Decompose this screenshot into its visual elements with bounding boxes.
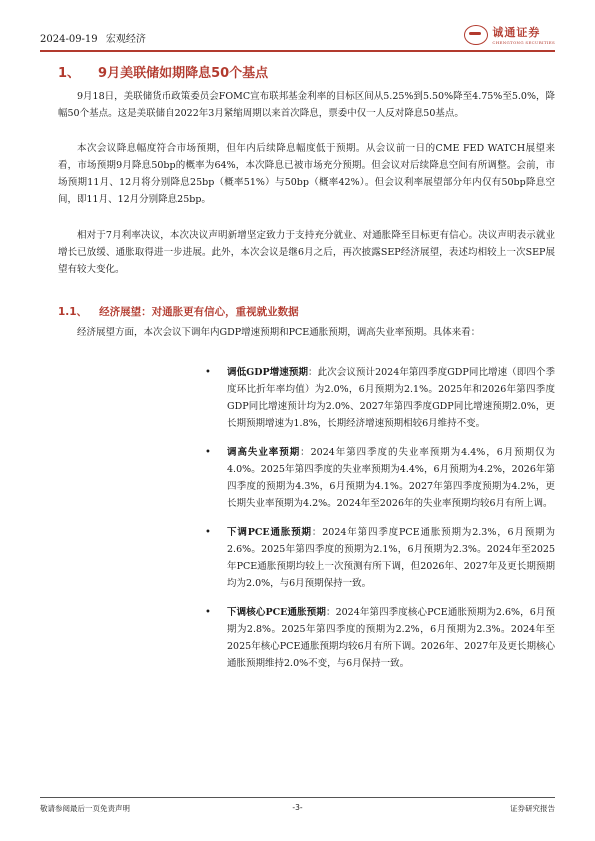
subsection-heading	[58, 304, 299, 319]
bullet-icon: •	[205, 527, 211, 538]
page-number: -3-	[292, 803, 303, 812]
bullet-icon: •	[205, 367, 211, 378]
section-title: 9月美联储如期降息50个基点	[98, 66, 269, 81]
report-category: 宏观经济	[105, 34, 146, 45]
bullet-text: ：2024年第四季度的失业率预期为4.4%，6月预期仅为4.0%。2025年第四季度的失业率预期为4.4%，6月预期为4.2%，2026年第四季度的预期为4.3%，6月预期为4.1%。2027年第四季度预期为4.2%，更长期失业率预期为4.2%。2024年至2026年的失业率预期均较6月有所上调。	[227, 447, 555, 509]
outlook-bullets	[205, 364, 555, 672]
section-heading-1	[58, 62, 268, 81]
paragraph-3: 相对于7月利率决议，本次决议声明新增坚定致力于支持充分就业、对通胀降至目标更有信心。决议声明表示就业增长已放缓、通胀取得进一步进展。此外，本次会议是继6月之后，再次披露SEP经济展望，表述均相较上一次SEP展望有较大变化。	[58, 230, 555, 275]
bullet-title: 下调PCE通胀预期	[227, 527, 312, 538]
report-type: 证券研究报告	[510, 804, 555, 813]
report-date: 2024-09-19	[40, 34, 98, 45]
bullet-text: ：2024年第四季度PCE通胀预期为2.3%，6月预期为2.6%。2025年第四季度的预期为2.1%，6月预期为2.3%。2024年至2025年PCE通胀预期均较上一次预测有所下调，但2026年、2027年及更长期预期均为2.0%，与6月预期保持一致。	[227, 527, 556, 589]
bullet-title: 调低GDP增速预期	[227, 367, 309, 378]
subsection-number: 1.1、	[58, 306, 88, 318]
bullet-title: 调高失业率预期	[227, 447, 301, 458]
bullet-text: ：此次会议预计2024年第四季度GDP同比增速（即四个季度环比折年率均值）为2.0%，6月预期为2.1%。2025年和2026年第四季度GDP同比增速预计均为2.0%、2027年第四季度GDP同比增速预期2.0%，更长期预期增速为1.8%，长期经济增速预期相较6月维持不变。	[227, 367, 555, 429]
paragraph-1: 9月18日，美联储货币政策委员会FOMC宣布联邦基金利率的目标区间从5.25%到5.50%降至4.75%至5.0%，降幅50个基点。这是美联储自2022年3月紧缩周期以来首次降息，票委中仅一人反对降息50基点。	[58, 91, 555, 119]
logo-icon	[464, 25, 488, 45]
section-number: 1、	[58, 66, 81, 81]
subsection-intro: 经济展望方面，本次会议下调年内GDP增速预期和PCE通胀预期，调高失业率预期。具体来看：	[77, 327, 481, 338]
bullet-text: ：2024年第四季度核心PCE通胀预期为2.6%，6月预期为2.8%。2025年第四季度的预期为2.2%，6月预期为2.3%。2024年至2025年核心PCE通胀预期均较6月有所下调。2026年、2027年及更长期核心通胀预期维持2.0%不变，与6月保持一致。	[227, 607, 556, 669]
page-header	[40, 24, 555, 52]
bullet-icon: •	[205, 447, 211, 458]
subsection-title: 经济展望：对通胀更有信心，重视就业数据	[99, 306, 299, 318]
list-item	[205, 524, 555, 592]
header-meta	[40, 30, 151, 45]
bullet-icon: •	[205, 607, 211, 618]
paragraph-2: 本次会议降息幅度符合市场预期，但年内后续降息幅度低于预期。从会议前一日的CME FED WATCH展望来看，市场预期9月降息50bp的概率为64%，本次降息已被市场充分预期。但会议对后续降息空间有所调整。会前，市场预期11月、12月将分别降息25bp（概率51%）与50bp（概率42%）。但会议利率展望部分年内仅有50bp降息空间，即11月、12月分别降息25bp。	[58, 143, 555, 205]
logo-name-en: CHENGTONG SECURITIES	[492, 40, 555, 45]
page-footer	[40, 797, 555, 818]
disclaimer-note: 敬请参阅最后一页免责声明	[40, 804, 130, 813]
list-item	[205, 604, 555, 672]
list-item	[205, 444, 555, 512]
list-item	[205, 364, 555, 432]
bullet-title: 下调核心PCE通胀预期	[227, 607, 326, 618]
logo-name-cn: 诚通证券	[492, 26, 541, 39]
company-logo	[464, 24, 555, 45]
